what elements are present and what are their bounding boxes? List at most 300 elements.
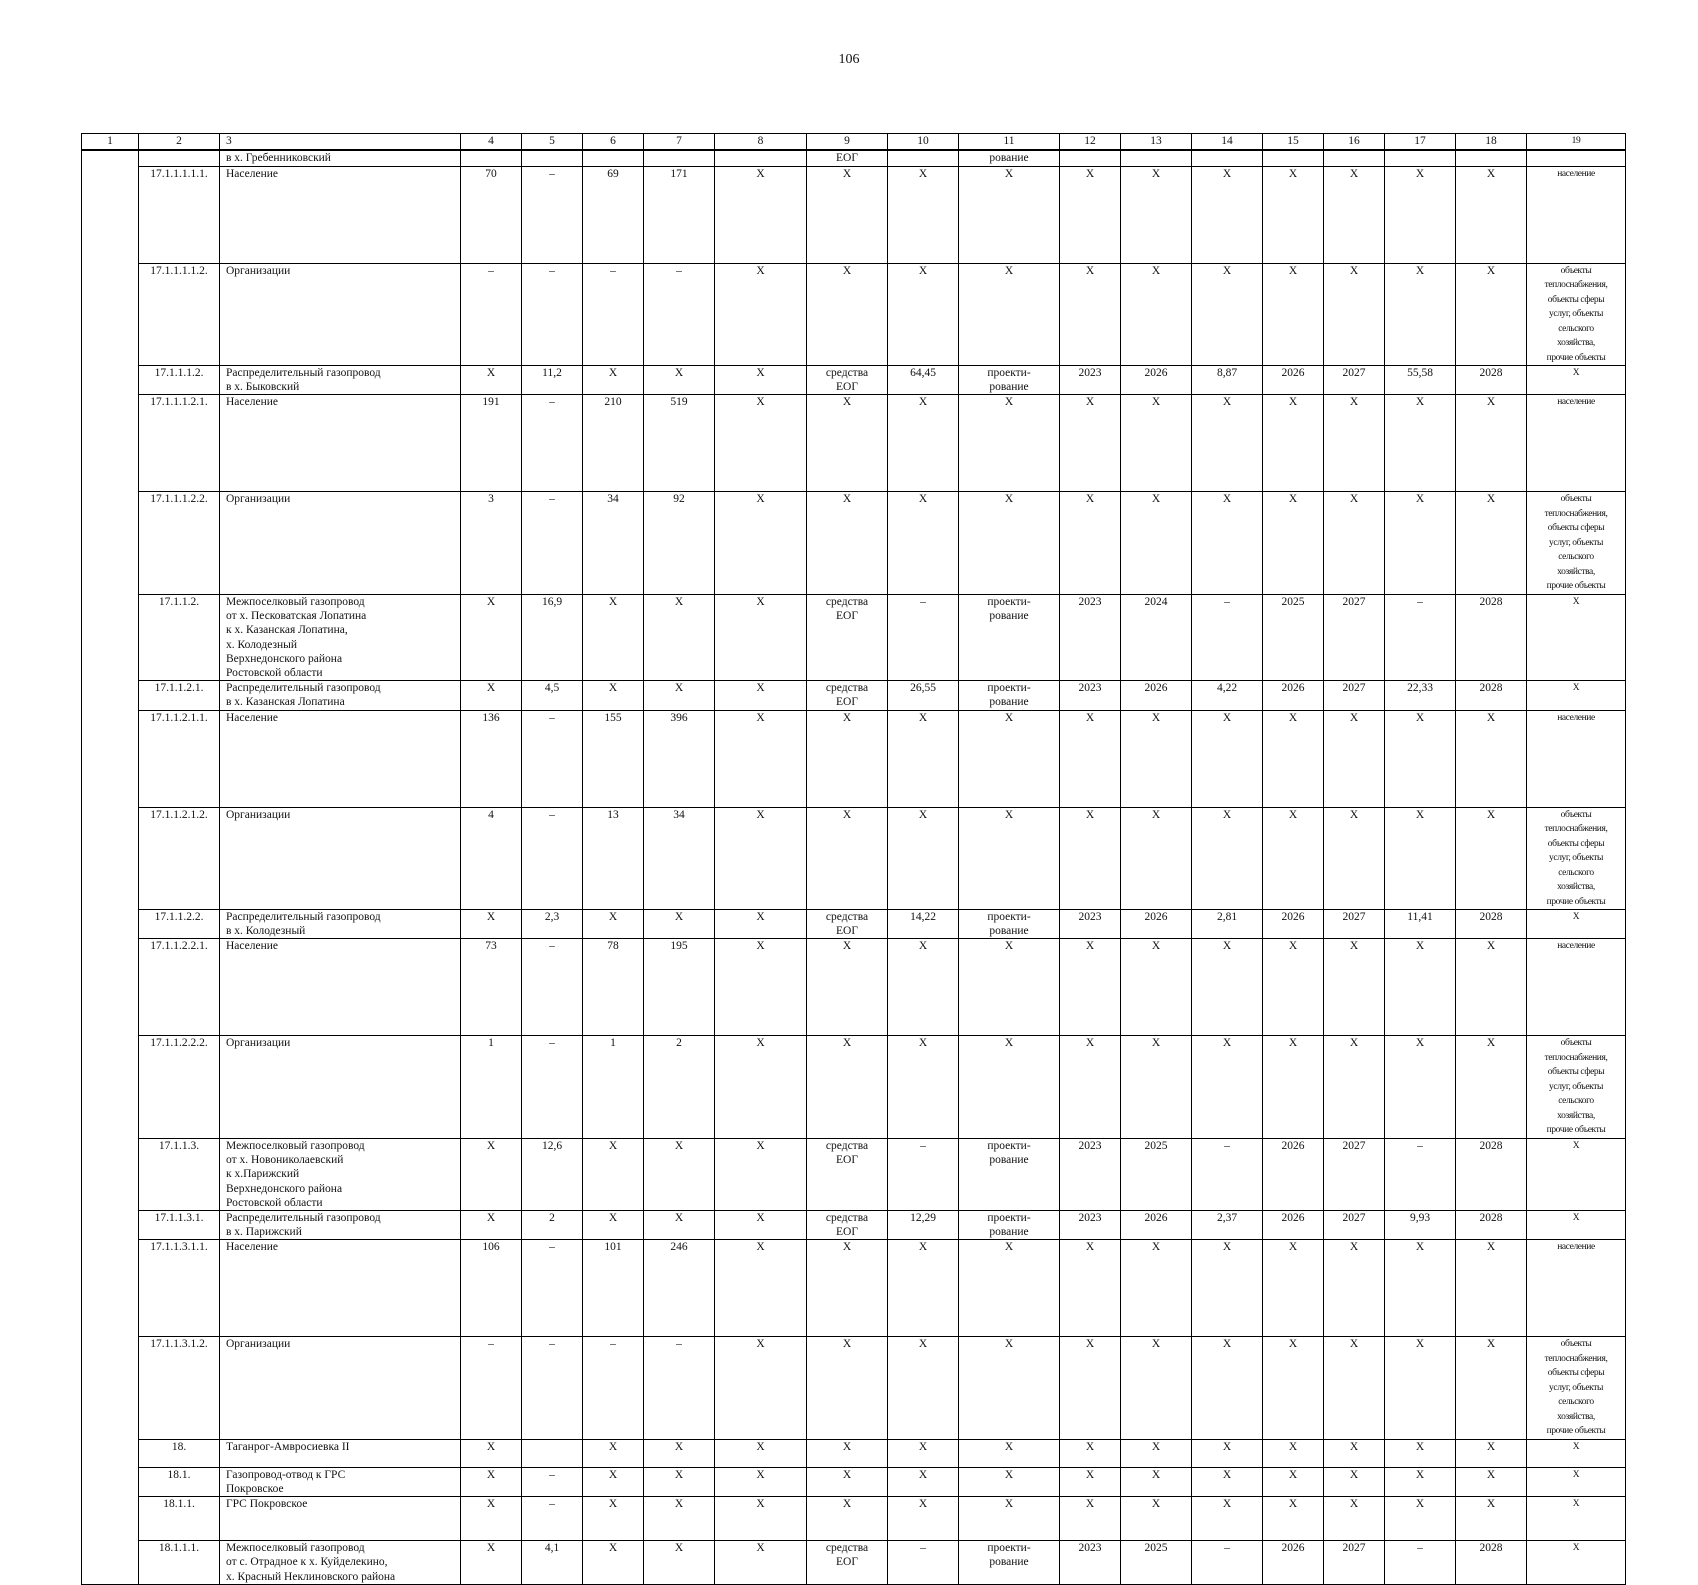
cell-c6: Х [583, 681, 644, 710]
cell-c12: Х [1060, 263, 1121, 366]
cell-c4: Х [461, 910, 522, 939]
cell-c16: Х [1324, 263, 1385, 366]
cell-c13: 2026 [1121, 1210, 1192, 1239]
cell-c8: Х [715, 594, 807, 680]
cell-c7: Х [644, 1467, 715, 1496]
cell-c16: 2027 [1324, 1138, 1385, 1210]
cell-name: Распределительный газопровод в х. Быковский [220, 366, 461, 395]
cell-c18: Х [1456, 395, 1527, 492]
cell-c16: Х [1324, 395, 1385, 492]
cell-c14: Х [1192, 395, 1263, 492]
cell-c13: Х [1121, 1036, 1192, 1139]
cell-c6: 78 [583, 939, 644, 1036]
cell-code: 17.1.1.3.1.2. [139, 1337, 220, 1440]
cell-c10: – [888, 594, 959, 680]
cell-c12: Х [1060, 710, 1121, 807]
cell-c12: 2023 [1060, 1541, 1121, 1585]
cell-c13: Х [1121, 263, 1192, 366]
cell-consumers: население [1527, 1240, 1626, 1337]
cell-name: Организации [220, 492, 461, 595]
cell-c13: Х [1121, 492, 1192, 595]
cell-c18: Х [1456, 492, 1527, 595]
cell-c8: Х [715, 1467, 807, 1496]
table-row [82, 594, 1626, 680]
table-row [82, 150, 1626, 166]
cell-name: в х. Гребенниковский [220, 150, 461, 166]
cell-c8: Х [715, 1439, 807, 1467]
header-row [82, 134, 1626, 151]
cell-code: 17.1.1.2.1.1. [139, 710, 220, 807]
cell-c4: Х [461, 1138, 522, 1210]
cell-c15: Х [1263, 1467, 1324, 1496]
header-col-13: 13 [1121, 134, 1192, 151]
cell-c11: Х [959, 1036, 1060, 1139]
cell-c6: – [583, 263, 644, 366]
cell-c18: Х [1456, 710, 1527, 807]
cell-code: 17.1.1.1.2. [139, 366, 220, 395]
cell-c14: 8,87 [1192, 366, 1263, 395]
cell-consumers: Х [1527, 1439, 1626, 1467]
cell-c16: Х [1324, 710, 1385, 807]
cell-c15: 2026 [1263, 1138, 1324, 1210]
cell-c7: – [644, 263, 715, 366]
cell-c9: средства ЕОГ [807, 1541, 888, 1585]
cell-c12 [1060, 150, 1121, 166]
cell-num [82, 1036, 139, 1139]
cell-code: 17.1.1.2.1. [139, 681, 220, 710]
cell-c11: Х [959, 1467, 1060, 1496]
cell-c9: ЕОГ [807, 150, 888, 166]
cell-c4: Х [461, 1210, 522, 1239]
cell-c13: 2026 [1121, 681, 1192, 710]
cell-c11: Х [959, 1240, 1060, 1337]
cell-consumers: Х [1527, 1541, 1626, 1585]
cell-c17: Х [1385, 807, 1456, 910]
cell-num [82, 150, 139, 166]
table-row [82, 1337, 1626, 1440]
cell-name: Межпоселковый газопровод от х. Новониколаевский к х.Парижский Верхнедонского района Ростовской области [220, 1138, 461, 1210]
cell-c6: – [583, 1337, 644, 1440]
cell-c18: 2028 [1456, 1138, 1527, 1210]
cell-name: Население [220, 1240, 461, 1337]
cell-c7: Х [644, 1541, 715, 1585]
cell-consumers: Х [1527, 910, 1626, 939]
cell-c12: Х [1060, 1497, 1121, 1541]
cell-code: 17.1.1.1.1.2. [139, 263, 220, 366]
cell-c10: Х [888, 939, 959, 1036]
cell-num [82, 395, 139, 492]
table-row [82, 1240, 1626, 1337]
header-col-7: 7 [644, 134, 715, 151]
cell-c11: Х [959, 1439, 1060, 1467]
page-number: 106 [838, 52, 860, 67]
cell-c10: Х [888, 1337, 959, 1440]
cell-c11: Х [959, 1337, 1060, 1440]
cell-c7: 92 [644, 492, 715, 595]
cell-c9: Х [807, 807, 888, 910]
cell-c13: Х [1121, 939, 1192, 1036]
cell-c11: Х [959, 807, 1060, 910]
cell-code: 17.1.1.3.1. [139, 1210, 220, 1239]
cell-c7: 2 [644, 1036, 715, 1139]
cell-c7: 195 [644, 939, 715, 1036]
cell-c11: проекти- рование [959, 1138, 1060, 1210]
cell-c9: Х [807, 1036, 888, 1139]
cell-c5: – [522, 395, 583, 492]
cell-consumers: объекты теплоснабжения, объекты сферы услуг, объекты сельского хозяйства, прочие объекты [1527, 1337, 1626, 1440]
header-col-15: 15 [1263, 134, 1324, 151]
cell-c4: 191 [461, 395, 522, 492]
cell-c10: 26,55 [888, 681, 959, 710]
cell-c7: 246 [644, 1240, 715, 1337]
header-col-9: 9 [807, 134, 888, 151]
cell-c7: Х [644, 910, 715, 939]
cell-c5: 2 [522, 1210, 583, 1239]
cell-c9: средства ЕОГ [807, 681, 888, 710]
cell-c12: Х [1060, 1337, 1121, 1440]
cell-consumers: объекты теплоснабжения, объекты сферы услуг, объекты сельского хозяйства, прочие объекты [1527, 807, 1626, 910]
header-col-5: 5 [522, 134, 583, 151]
table-row [82, 263, 1626, 366]
cell-num [82, 1337, 139, 1440]
cell-c16: 2027 [1324, 1210, 1385, 1239]
cell-c14: Х [1192, 807, 1263, 910]
cell-consumers: население [1527, 710, 1626, 807]
cell-c11: Х [959, 395, 1060, 492]
cell-c16: 2027 [1324, 910, 1385, 939]
cell-c11: Х [959, 939, 1060, 1036]
cell-c5: – [522, 710, 583, 807]
header-col-6: 6 [583, 134, 644, 151]
cell-c11: проекти- рование [959, 681, 1060, 710]
cell-c14: Х [1192, 263, 1263, 366]
cell-consumers: население [1527, 939, 1626, 1036]
cell-c10: 14,22 [888, 910, 959, 939]
table-row [82, 681, 1626, 710]
cell-c16: Х [1324, 492, 1385, 595]
header-col-18: 18 [1456, 134, 1527, 151]
cell-code: 17.1.1.1.2.1. [139, 395, 220, 492]
cell-c10 [888, 150, 959, 166]
cell-c17: Х [1385, 1337, 1456, 1440]
cell-c17: – [1385, 1541, 1456, 1585]
cell-name: Распределительный газопровод в х. Казанская Лопатина [220, 681, 461, 710]
header-col-2: 2 [139, 134, 220, 151]
cell-c5: – [522, 1036, 583, 1139]
cell-c13: Х [1121, 1497, 1192, 1541]
cell-c7: 171 [644, 166, 715, 263]
cell-c16: 2027 [1324, 594, 1385, 680]
cell-c7 [644, 150, 715, 166]
cell-c12: Х [1060, 1240, 1121, 1337]
cell-num [82, 1497, 139, 1541]
header-col-3: 3 [220, 134, 461, 151]
cell-c17: Х [1385, 1036, 1456, 1139]
cell-c13: Х [1121, 395, 1192, 492]
cell-num [82, 681, 139, 710]
cell-c4: 106 [461, 1240, 522, 1337]
cell-c16: 2027 [1324, 1541, 1385, 1585]
cell-c9: средства ЕОГ [807, 910, 888, 939]
cell-num [82, 366, 139, 395]
cell-c17: Х [1385, 939, 1456, 1036]
header-col-8: 8 [715, 134, 807, 151]
cell-c6: Х [583, 1210, 644, 1239]
cell-c7: Х [644, 366, 715, 395]
cell-c10: Х [888, 1467, 959, 1496]
cell-c4: Х [461, 1497, 522, 1541]
cell-num [82, 166, 139, 263]
cell-c18: 2028 [1456, 594, 1527, 680]
cell-c14: Х [1192, 1036, 1263, 1139]
table-row [82, 1036, 1626, 1139]
table-row [82, 395, 1626, 492]
cell-c16 [1324, 150, 1385, 166]
cell-name: Население [220, 166, 461, 263]
cell-c9: Х [807, 939, 888, 1036]
header-col-1: 1 [82, 134, 139, 151]
cell-c15: Х [1263, 1497, 1324, 1541]
cell-c17 [1385, 150, 1456, 166]
cell-code [139, 150, 220, 166]
cell-c14: Х [1192, 1337, 1263, 1440]
cell-c6: 13 [583, 807, 644, 910]
cell-c12: 2023 [1060, 1138, 1121, 1210]
cell-name: Межпоселковый газопровод от с. Отрадное к х. Куйделекино, х. Красный Неклиновского района [220, 1541, 461, 1585]
cell-c17: 11,41 [1385, 910, 1456, 939]
table-row [82, 910, 1626, 939]
cell-c16: Х [1324, 166, 1385, 263]
cell-num [82, 710, 139, 807]
cell-c16: Х [1324, 807, 1385, 910]
cell-c4: 4 [461, 807, 522, 910]
cell-c17: Х [1385, 1240, 1456, 1337]
cell-c5: – [522, 939, 583, 1036]
cell-c9: Х [807, 166, 888, 263]
cell-c13: Х [1121, 1439, 1192, 1467]
cell-c11: Х [959, 710, 1060, 807]
cell-c17: 55,58 [1385, 366, 1456, 395]
cell-c5 [522, 1439, 583, 1467]
cell-consumers: Х [1527, 1210, 1626, 1239]
cell-num [82, 1240, 139, 1337]
cell-c12: Х [1060, 807, 1121, 910]
cell-c13: Х [1121, 807, 1192, 910]
cell-c13: Х [1121, 1240, 1192, 1337]
cell-c12: Х [1060, 166, 1121, 263]
cell-c15: Х [1263, 939, 1324, 1036]
cell-c12: Х [1060, 1439, 1121, 1467]
data-table [81, 133, 1626, 1585]
cell-c10: Х [888, 166, 959, 263]
cell-code: 18.1.1.1. [139, 1541, 220, 1585]
cell-c6: Х [583, 366, 644, 395]
cell-c9: средства ЕОГ [807, 594, 888, 680]
cell-num [82, 807, 139, 910]
cell-c4: Х [461, 1467, 522, 1496]
cell-c18: Х [1456, 1497, 1527, 1541]
cell-c5: 4,1 [522, 1541, 583, 1585]
cell-c5: 4,5 [522, 681, 583, 710]
cell-consumers: Х [1527, 681, 1626, 710]
cell-c9: Х [807, 1439, 888, 1467]
cell-name: Организации [220, 263, 461, 366]
cell-c15: 2025 [1263, 594, 1324, 680]
cell-name: Организации [220, 807, 461, 910]
cell-c13: Х [1121, 1337, 1192, 1440]
cell-c13: Х [1121, 166, 1192, 263]
cell-c9: Х [807, 263, 888, 366]
cell-c8: Х [715, 492, 807, 595]
header-col-17: 17 [1385, 134, 1456, 151]
cell-c15: Х [1263, 807, 1324, 910]
cell-name: Таганрог-Амвросиевка II [220, 1439, 461, 1467]
cell-c14: 2,81 [1192, 910, 1263, 939]
cell-c13 [1121, 150, 1192, 166]
header-col-14: 14 [1192, 134, 1263, 151]
cell-c17: Х [1385, 1497, 1456, 1541]
cell-name: ГРС Покровское [220, 1497, 461, 1541]
table-row [82, 492, 1626, 595]
cell-c10: Х [888, 710, 959, 807]
cell-c10: Х [888, 1240, 959, 1337]
cell-c11: проекти- рование [959, 594, 1060, 680]
cell-c13: 2026 [1121, 366, 1192, 395]
cell-num [82, 1541, 139, 1585]
cell-consumers: Х [1527, 366, 1626, 395]
cell-c15: 2026 [1263, 1541, 1324, 1585]
cell-c16: Х [1324, 1497, 1385, 1541]
cell-c6: Х [583, 1497, 644, 1541]
cell-c4: Х [461, 1439, 522, 1467]
cell-consumers: Х [1527, 1138, 1626, 1210]
cell-c14: 2,37 [1192, 1210, 1263, 1239]
cell-c6: 1 [583, 1036, 644, 1139]
cell-c12: 2023 [1060, 910, 1121, 939]
cell-c18: Х [1456, 263, 1527, 366]
cell-c4: Х [461, 366, 522, 395]
cell-c8: Х [715, 710, 807, 807]
cell-c6: Х [583, 1467, 644, 1496]
cell-c18: 2028 [1456, 1541, 1527, 1585]
cell-consumers [1527, 150, 1626, 166]
cell-c12: 2023 [1060, 681, 1121, 710]
cell-c9: Х [807, 1467, 888, 1496]
cell-c17: – [1385, 1138, 1456, 1210]
header-col-19: 19 [1527, 134, 1626, 151]
cell-c17: Х [1385, 395, 1456, 492]
table-row [82, 166, 1626, 263]
cell-c18: Х [1456, 166, 1527, 263]
cell-c15: Х [1263, 1439, 1324, 1467]
cell-c13: 2026 [1121, 910, 1192, 939]
cell-c10: Х [888, 1497, 959, 1541]
cell-code: 17.1.1.2. [139, 594, 220, 680]
header-col-16: 16 [1324, 134, 1385, 151]
cell-name: Организации [220, 1036, 461, 1139]
cell-name: Распределительный газопровод в х. Парижский [220, 1210, 461, 1239]
cell-c8: Х [715, 1541, 807, 1585]
cell-c13: 2025 [1121, 1138, 1192, 1210]
cell-c6: Х [583, 1541, 644, 1585]
cell-c14: Х [1192, 1439, 1263, 1467]
cell-name: Газопровод-отвод к ГРС Покровское [220, 1467, 461, 1496]
cell-c5: – [522, 1240, 583, 1337]
cell-c16: Х [1324, 939, 1385, 1036]
cell-consumers: население [1527, 395, 1626, 492]
cell-c15: Х [1263, 1337, 1324, 1440]
cell-c8: Х [715, 395, 807, 492]
cell-c15: Х [1263, 395, 1324, 492]
cell-c4: Х [461, 681, 522, 710]
cell-c12: 2023 [1060, 366, 1121, 395]
cell-c10: Х [888, 1439, 959, 1467]
cell-consumers: объекты теплоснабжения, объекты сферы услуг, объекты сельского хозяйства, прочие объекты [1527, 1036, 1626, 1139]
cell-c9: Х [807, 395, 888, 492]
cell-c4: 73 [461, 939, 522, 1036]
cell-c6: Х [583, 594, 644, 680]
cell-c4: Х [461, 594, 522, 680]
cell-c5: – [522, 1337, 583, 1440]
cell-c10: – [888, 1138, 959, 1210]
cell-c4: – [461, 1337, 522, 1440]
table-row [82, 807, 1626, 910]
cell-c9: средства ЕОГ [807, 366, 888, 395]
cell-c12: Х [1060, 395, 1121, 492]
cell-c7: Х [644, 594, 715, 680]
cell-name: Население [220, 710, 461, 807]
cell-c16: Х [1324, 1036, 1385, 1139]
cell-c9: Х [807, 710, 888, 807]
cell-c4: 1 [461, 1036, 522, 1139]
cell-name: Население [220, 395, 461, 492]
cell-c8: Х [715, 939, 807, 1036]
cell-c5: 11,2 [522, 366, 583, 395]
cell-c13: 2025 [1121, 1541, 1192, 1585]
cell-consumers: объекты теплоснабжения, объекты сферы услуг, объекты сельского хозяйства, прочие объекты [1527, 492, 1626, 595]
cell-c16: Х [1324, 1439, 1385, 1467]
table-row [82, 1497, 1626, 1541]
table-row [82, 1439, 1626, 1467]
cell-c15: 2026 [1263, 681, 1324, 710]
cell-c9: Х [807, 1337, 888, 1440]
cell-c4 [461, 150, 522, 166]
cell-consumers: население [1527, 166, 1626, 263]
cell-c8: Х [715, 681, 807, 710]
cell-c13: 2024 [1121, 594, 1192, 680]
cell-c18 [1456, 150, 1527, 166]
cell-c14: – [1192, 1138, 1263, 1210]
cell-consumers: Х [1527, 594, 1626, 680]
cell-c5: 16,9 [522, 594, 583, 680]
cell-c11: Х [959, 166, 1060, 263]
cell-c11: проекти- рование [959, 1210, 1060, 1239]
cell-c16: 2027 [1324, 681, 1385, 710]
cell-c14: 4,22 [1192, 681, 1263, 710]
table-row [82, 939, 1626, 1036]
cell-c10: Х [888, 1036, 959, 1139]
cell-num [82, 1467, 139, 1496]
cell-c17: Х [1385, 1467, 1456, 1496]
cell-num [82, 910, 139, 939]
cell-c17: Х [1385, 1439, 1456, 1467]
cell-c5: 2,3 [522, 910, 583, 939]
cell-num [82, 1439, 139, 1467]
cell-c16: Х [1324, 1337, 1385, 1440]
cell-c11: Х [959, 492, 1060, 595]
table-row [82, 1210, 1626, 1239]
cell-c13: Х [1121, 1467, 1192, 1496]
